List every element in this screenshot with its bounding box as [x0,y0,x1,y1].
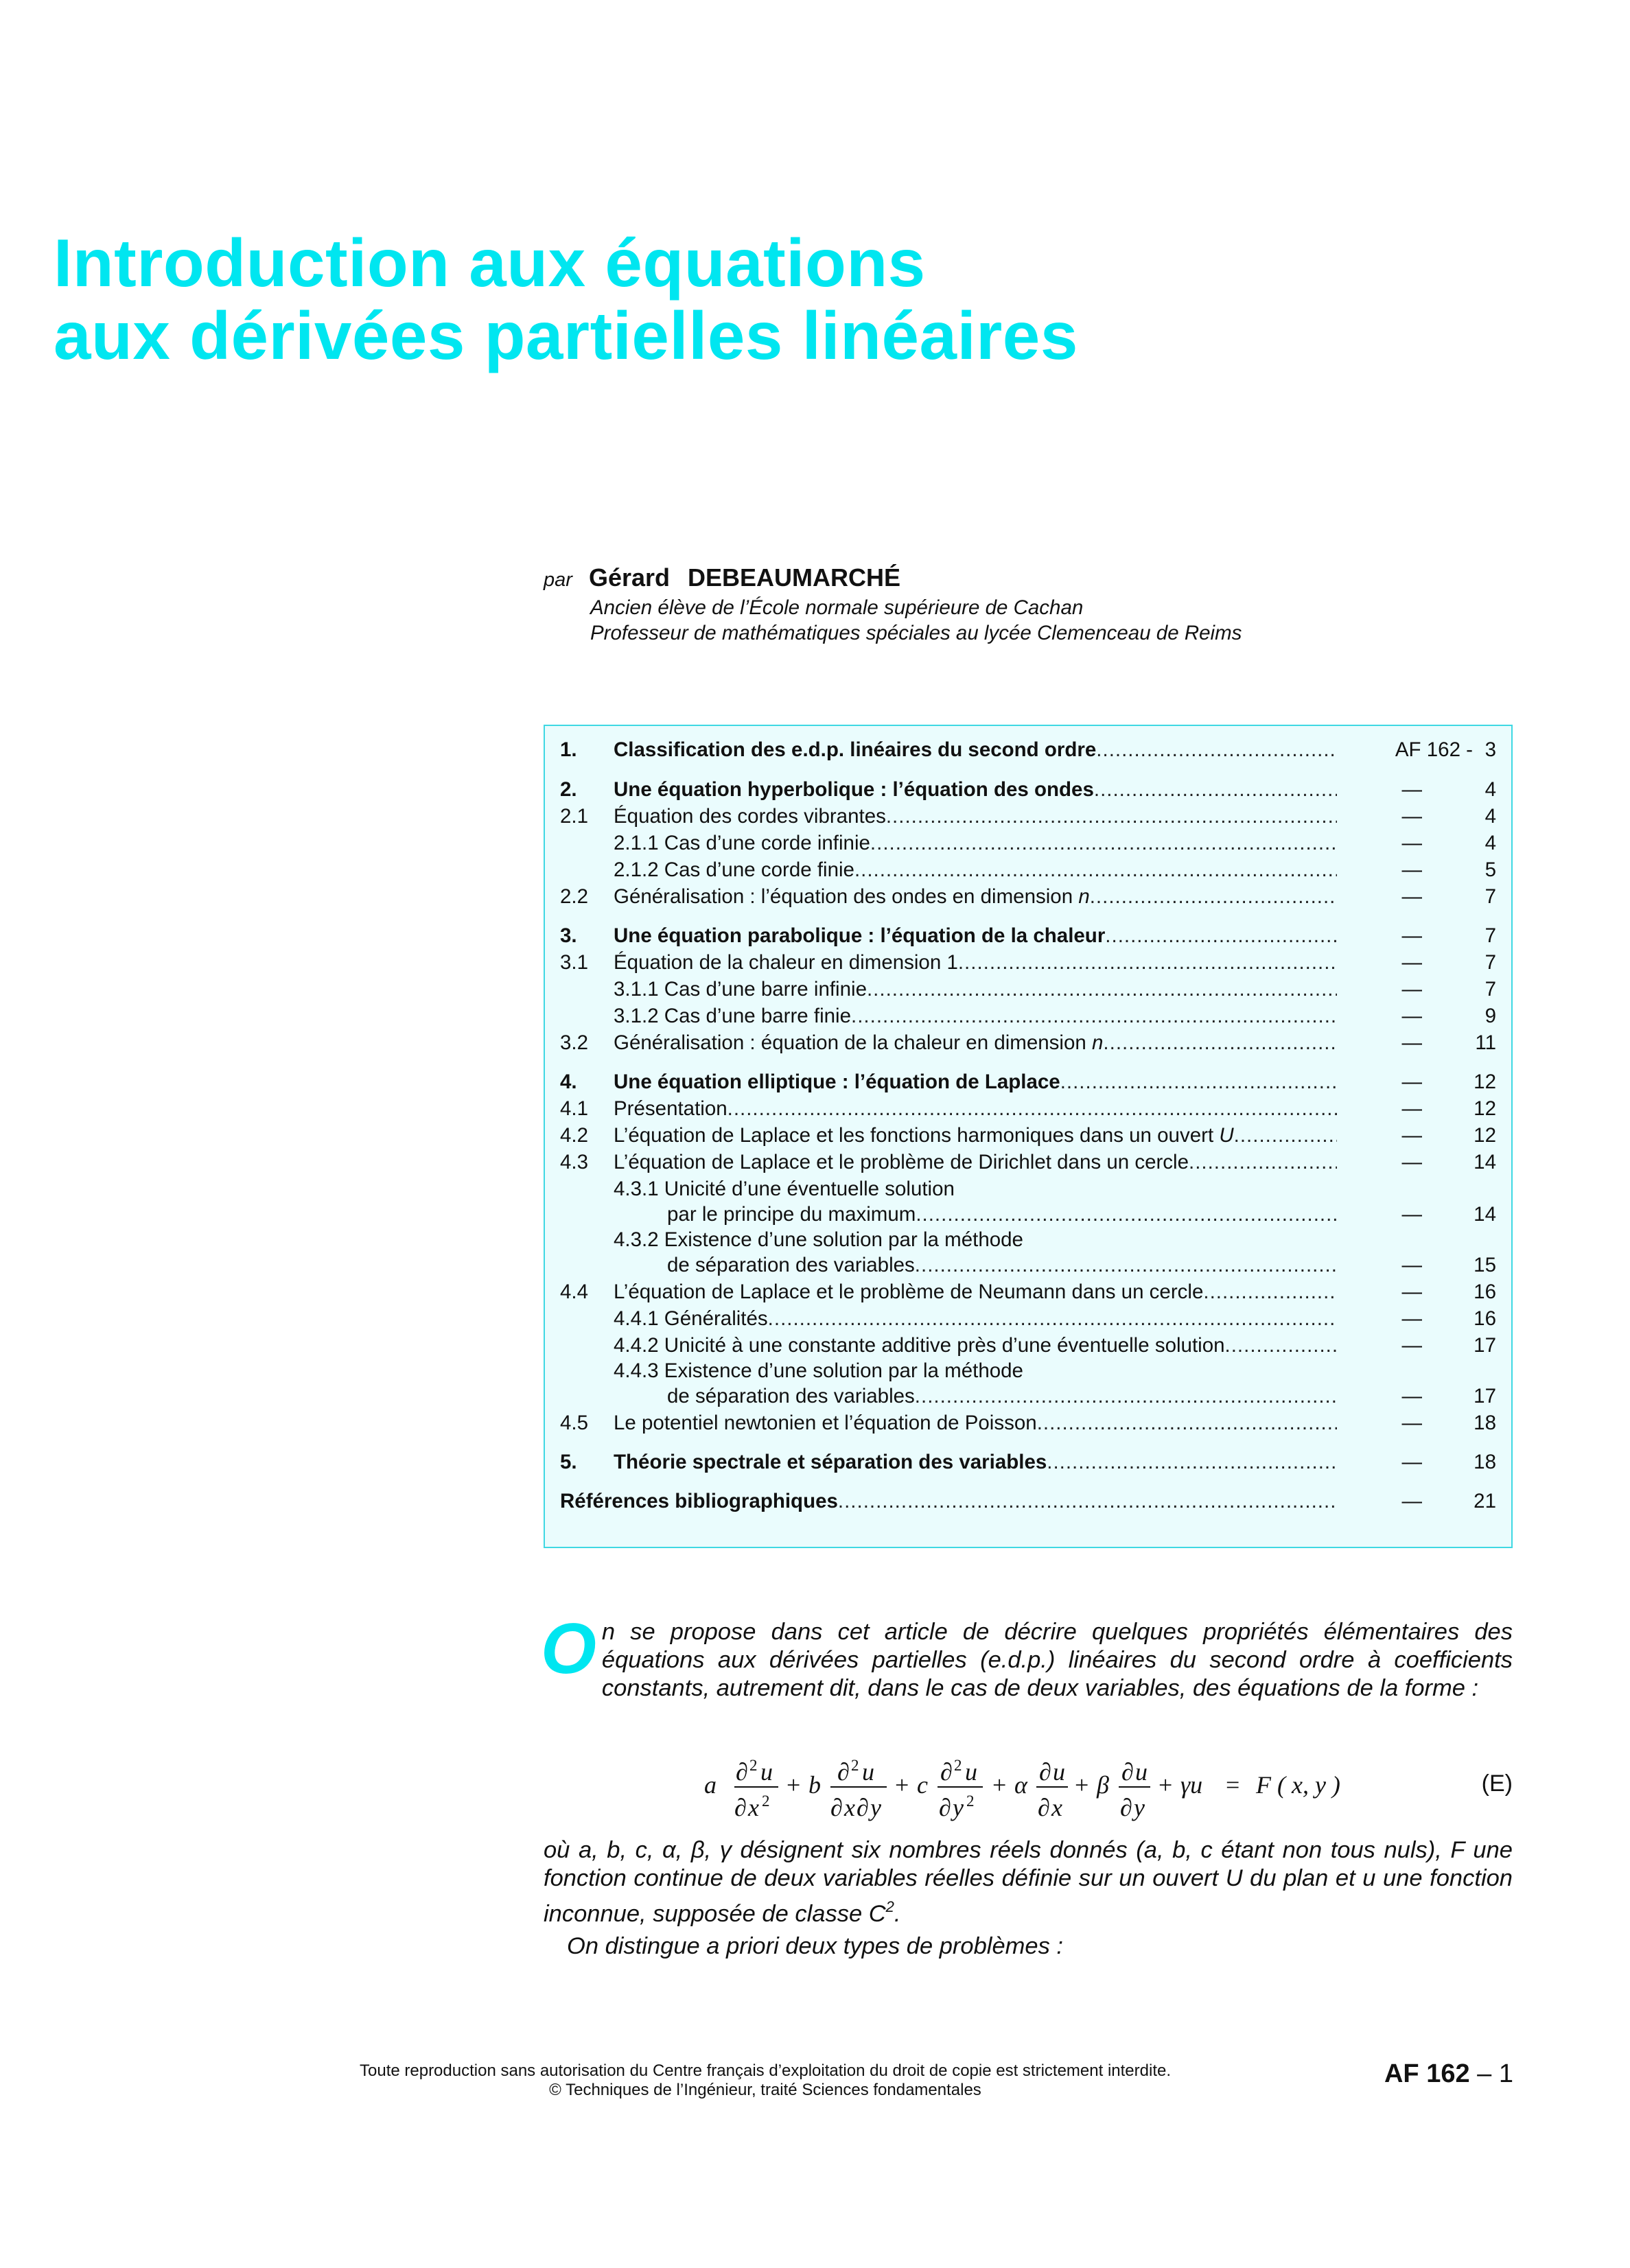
toc-entry [545,830,1511,856]
toc-title: Théorie spectrale et séparation des variables [614,1451,1047,1473]
table-of-contents [544,725,1513,1548]
toc-title: 4.3.1 Unicité d’une éventuelle solution [614,1178,955,1200]
definitions-paragraph: où a, b, c, α, β, γ désignent six nombres réels donnés (a, b, c étant non tous nuls), F une fonction continue de deux variables réelles définie sur un ouvert U du plan et u une fonction inconnue, supposée de classe $C^2$. [544,1837,1513,1927]
toc-number: 5. [560,1451,577,1473]
toc-leader-dots [768,1306,1337,1332]
svg-text:2: 2 [954,1757,962,1774]
toc-leader-dots [1234,1123,1337,1149]
after-equation-text [544,1836,1513,1961]
toc-entry [545,1383,1511,1410]
page-index: – 1 [1469,2059,1513,2088]
toc-entry [545,1202,1511,1228]
toc-leader-dots [1103,1030,1337,1056]
toc-page: 21 [1474,1490,1496,1512]
toc-title: Une équation elliptique : l’équation de Laplace [614,1071,1060,1093]
toc-entry [545,1123,1511,1149]
document-code: AF 162 [1384,2059,1470,2088]
toc-entry [545,977,1511,1003]
toc-page: 16 [1474,1281,1496,1303]
drop-cap: O [541,1609,596,1689]
toc-page: 7 [1485,885,1496,908]
svg-text:b: b [808,1771,821,1799]
toc-leader-dots [1096,737,1337,763]
toc-title: Une équation parabolique : l’équation de la chaleur [614,924,1106,947]
toc-entry [545,1410,1511,1436]
toc-number: 4.1 [560,1097,589,1120]
problem-types-paragraph: On distingue a priori deux types de problèmes : [567,1933,1063,1959]
svg-text:+: + [992,1771,1007,1799]
toc-entry [545,1030,1511,1056]
toc-leader-dots [1189,1149,1337,1176]
toc-leader-dots [854,857,1337,883]
toc-entry [545,1227,1511,1253]
toc-title: de séparation des variables [667,1385,915,1407]
svg-text:γu: γu [1180,1771,1203,1799]
toc-number: 4.4 [560,1281,589,1303]
toc-number: 4.5 [560,1412,589,1434]
toc-reference: — [1401,1451,1422,1473]
svg-text:+: + [787,1771,801,1799]
toc-page: 14 [1474,1151,1496,1173]
toc-reference: — [1401,924,1422,947]
toc-reference: — [1401,885,1422,908]
svg-text:∂: ∂ [1120,1794,1132,1821]
svg-text:2: 2 [966,1792,975,1810]
toc-title: 2.1.2 Cas d’une corde finie [614,858,854,881]
svg-text:∂: ∂ [1121,1758,1134,1786]
toc-title: Une équation hyperbolique : l’équation des ondes [614,778,1094,801]
toc-page: 4 [1485,778,1496,801]
toc-leader-dots [958,950,1337,976]
toc-reference: — [1401,1334,1422,1357]
svg-text:u: u [965,1758,977,1786]
svg-text:u: u [1053,1758,1065,1786]
author-line [544,563,1242,595]
toc-entry [545,1176,1511,1202]
toc-reference: — [1401,1490,1422,1512]
toc-page: 12 [1474,1097,1496,1120]
toc-reference: — [1401,1281,1422,1303]
toc-page: 5 [1485,858,1496,881]
toc-number: 4.3 [560,1151,589,1173]
svg-text:+: + [895,1771,909,1799]
svg-text:∂: ∂ [734,1794,747,1821]
toc-title: L’équation de Laplace et le problème de Neumann dans un cercle [614,1281,1204,1303]
toc-page: 4 [1485,805,1496,828]
svg-text:u: u [1135,1758,1148,1786]
toc-title: 4.4.2 Unicité à une constante additive près d’une éventuelle solution [614,1334,1225,1357]
title-line-2: aux dérivées partielles linéaires [54,298,1078,373]
toc-title: Équation de la chaleur en dimension 1 [614,951,958,974]
toc-page: 12 [1474,1071,1496,1093]
svg-text:∂: ∂ [1038,1794,1050,1821]
toc-title: 4.3.2 Existence d’une solution par la méthode [614,1228,1023,1251]
toc-leader-dots [1060,1069,1337,1095]
toc-entry [545,884,1511,910]
toc-entry [545,1096,1511,1122]
toc-title: Classification des e.d.p. linéaires du second ordre [614,738,1097,761]
svg-text:y: y [870,1794,881,1821]
toc-leader-dots [838,1488,1337,1515]
toc-number: 1. [560,738,577,761]
toc-entry [545,804,1511,830]
toc-leader-dots [915,1383,1337,1410]
svg-text:x: x [748,1794,759,1821]
equation-formula [686,1743,1373,1825]
toc-title: de séparation des variables [667,1254,915,1276]
svg-text:2: 2 [851,1757,859,1774]
toc-leader-dots [1037,1410,1337,1436]
author-affiliation-2: Professeur de mathématiques spéciales au lycée Clemenceau de Reims [590,622,1242,644]
toc-title: 3.1.2 Cas d’une barre finie [614,1005,852,1027]
toc-leader-dots [915,1252,1337,1278]
toc-page: 7 [1485,924,1496,947]
svg-text:∂: ∂ [857,1794,869,1821]
author-par: par [544,569,572,591]
svg-text:α: α [1014,1771,1027,1799]
toc-page: 4 [1485,832,1496,854]
toc-number: 2. [560,778,577,801]
toc-title: Équation des cordes vibrantes [614,805,886,828]
toc-page: 7 [1485,978,1496,1001]
toc-number: 4.2 [560,1124,589,1147]
toc-title: 3.1.1 Cas d’une barre infinie [614,978,867,1001]
toc-leader-dots [916,1202,1337,1228]
toc-page: 12 [1474,1124,1496,1147]
toc-reference: AF 162 - [1395,738,1473,761]
svg-text:x: x [1051,1794,1062,1821]
toc-number: 4. [560,1071,577,1093]
toc-page: 17 [1474,1334,1496,1357]
svg-text:∂: ∂ [939,1794,951,1821]
toc-number: 2.1 [560,805,589,828]
toc-entry [545,1306,1511,1332]
toc-entry [545,1149,1511,1176]
toc-title: Le potentiel newtonien et l’équation de Poisson [614,1412,1037,1434]
toc-reference: — [1401,1307,1422,1330]
svg-text:∂: ∂ [736,1758,748,1786]
toc-title: Présentation [614,1097,727,1120]
toc-title: Généralisation : équation de la chaleur en dimension n [614,1031,1104,1054]
toc-leader-dots [1090,884,1337,910]
svg-text:=: = [1226,1771,1240,1799]
svg-text:u: u [862,1758,874,1786]
toc-page: 7 [1485,951,1496,974]
toc-entry [545,857,1511,883]
page-number [1384,2059,1513,2089]
toc-entry [545,950,1511,976]
toc-reference: — [1401,832,1422,854]
title-line-1: Introduction aux équations [54,225,926,301]
author-last-name: DEBEAUMARCHÉ [688,563,901,592]
toc-reference: — [1401,1071,1422,1093]
toc-reference: — [1401,1203,1422,1226]
toc-number: 3. [560,924,577,947]
svg-text:x: x [844,1794,855,1821]
toc-entry [545,1279,1511,1305]
toc-title: par le principe du maximum [667,1203,916,1226]
toc-entry [545,1003,1511,1029]
toc-leader-dots [870,830,1337,856]
toc-page: 11 [1475,1031,1496,1054]
toc-leader-dots [1047,1449,1337,1475]
toc-reference: — [1401,1031,1422,1054]
toc-number: 3.1 [560,951,589,974]
equation-E [686,1743,1513,1825]
toc-reference: — [1401,858,1422,881]
svg-text:+: + [1075,1771,1089,1799]
toc-page: 14 [1474,1203,1496,1226]
toc-number: 3.2 [560,1031,589,1054]
author-affiliation-1: Ancien élève de l’École normale supérieure de Cachan [590,596,1084,619]
toc-page: 17 [1474,1385,1496,1407]
footer-line-2: © Techniques de l’Ingénieur, traité Sciences fondamentales [549,2081,981,2099]
svg-text:∂: ∂ [1039,1758,1051,1786]
toc-reference: — [1401,1254,1422,1276]
toc-title: Généralisation : l’équation des ondes en dimension n [614,885,1090,908]
toc-reference: — [1401,805,1422,828]
svg-text:∂: ∂ [830,1794,843,1821]
toc-leader-dots [1225,1333,1337,1359]
toc-title: 2.1.1 Cas d’une corde infinie [614,832,870,854]
svg-text:+: + [1159,1771,1173,1799]
svg-text:∂: ∂ [940,1758,953,1786]
author-block [544,563,1242,646]
toc-page: 18 [1474,1412,1496,1434]
toc-entry [545,1449,1511,1475]
toc-leader-dots [1094,777,1337,803]
toc-entry [545,1069,1511,1095]
toc-entry [545,1358,1511,1384]
equation-rhs: F ( x, y ) [1256,1771,1340,1799]
toc-leader-dots [886,804,1337,830]
article-title [54,226,1078,372]
toc-reference: — [1401,951,1422,974]
svg-text:y: y [953,1794,964,1821]
toc-entry [545,1333,1511,1359]
toc-entry [545,1488,1511,1515]
toc-page: 9 [1485,1005,1496,1027]
toc-leader-dots [727,1096,1337,1122]
toc-reference: — [1401,1005,1422,1027]
toc-reference: — [1401,1124,1422,1147]
toc-reference: — [1401,978,1422,1001]
svg-text:a: a [704,1771,717,1799]
intro-paragraph [541,1609,1513,1703]
equation-label: (E) [1481,1770,1513,1797]
toc-title: Références bibliographiques [560,1490,838,1512]
svg-text:y: y [1134,1794,1145,1821]
toc-title: 4.4.1 Généralités [614,1307,768,1330]
toc-number: 2.2 [560,885,589,908]
svg-text:u: u [760,1758,773,1786]
toc-page: 18 [1474,1451,1496,1473]
toc-entry [545,1252,1511,1278]
toc-title: L’équation de Laplace et le problème de Dirichlet dans un cercle [614,1151,1189,1173]
toc-leader-dots [1203,1279,1337,1305]
toc-page: 16 [1474,1307,1496,1330]
toc-reference: — [1401,1151,1422,1173]
toc-reference: — [1401,1412,1422,1434]
toc-entry [545,777,1511,803]
toc-leader-dots [1105,923,1337,949]
svg-text:∂: ∂ [837,1758,850,1786]
toc-page: 3 [1485,738,1496,761]
toc-title: L’équation de Laplace et les fonctions harmoniques dans un ouvert U [614,1124,1234,1147]
toc-entry [545,737,1511,763]
toc-reference: — [1401,1385,1422,1407]
toc-leader-dots [867,977,1337,1003]
intro-text: n se propose dans cet article de décrire quelques propriétés élémentaires des équations aux dérivées partielles (e.d.p.) linéaires du second ordre à coefficients constants, autrement dit, dans le cas de deux variables, des équations de la forme : [601,1619,1513,1701]
svg-text:2: 2 [749,1757,758,1774]
toc-reference: — [1401,778,1422,801]
svg-text:2: 2 [762,1792,770,1810]
toc-entry [545,923,1511,949]
svg-text:c: c [917,1771,928,1799]
author-first-name: Gérard [588,563,670,592]
footer-line-1: Toute reproduction sans autorisation du Centre français d’exploitation du droit de copie est strictement interdite. [360,2061,1171,2080]
svg-text:β: β [1097,1771,1109,1799]
toc-title: 4.4.3 Existence d’une solution par la méthode [614,1359,1023,1382]
toc-reference: — [1401,1097,1422,1120]
toc-page: 15 [1474,1254,1496,1276]
toc-leader-dots [851,1003,1337,1029]
copyright-footer [206,2061,1325,2100]
